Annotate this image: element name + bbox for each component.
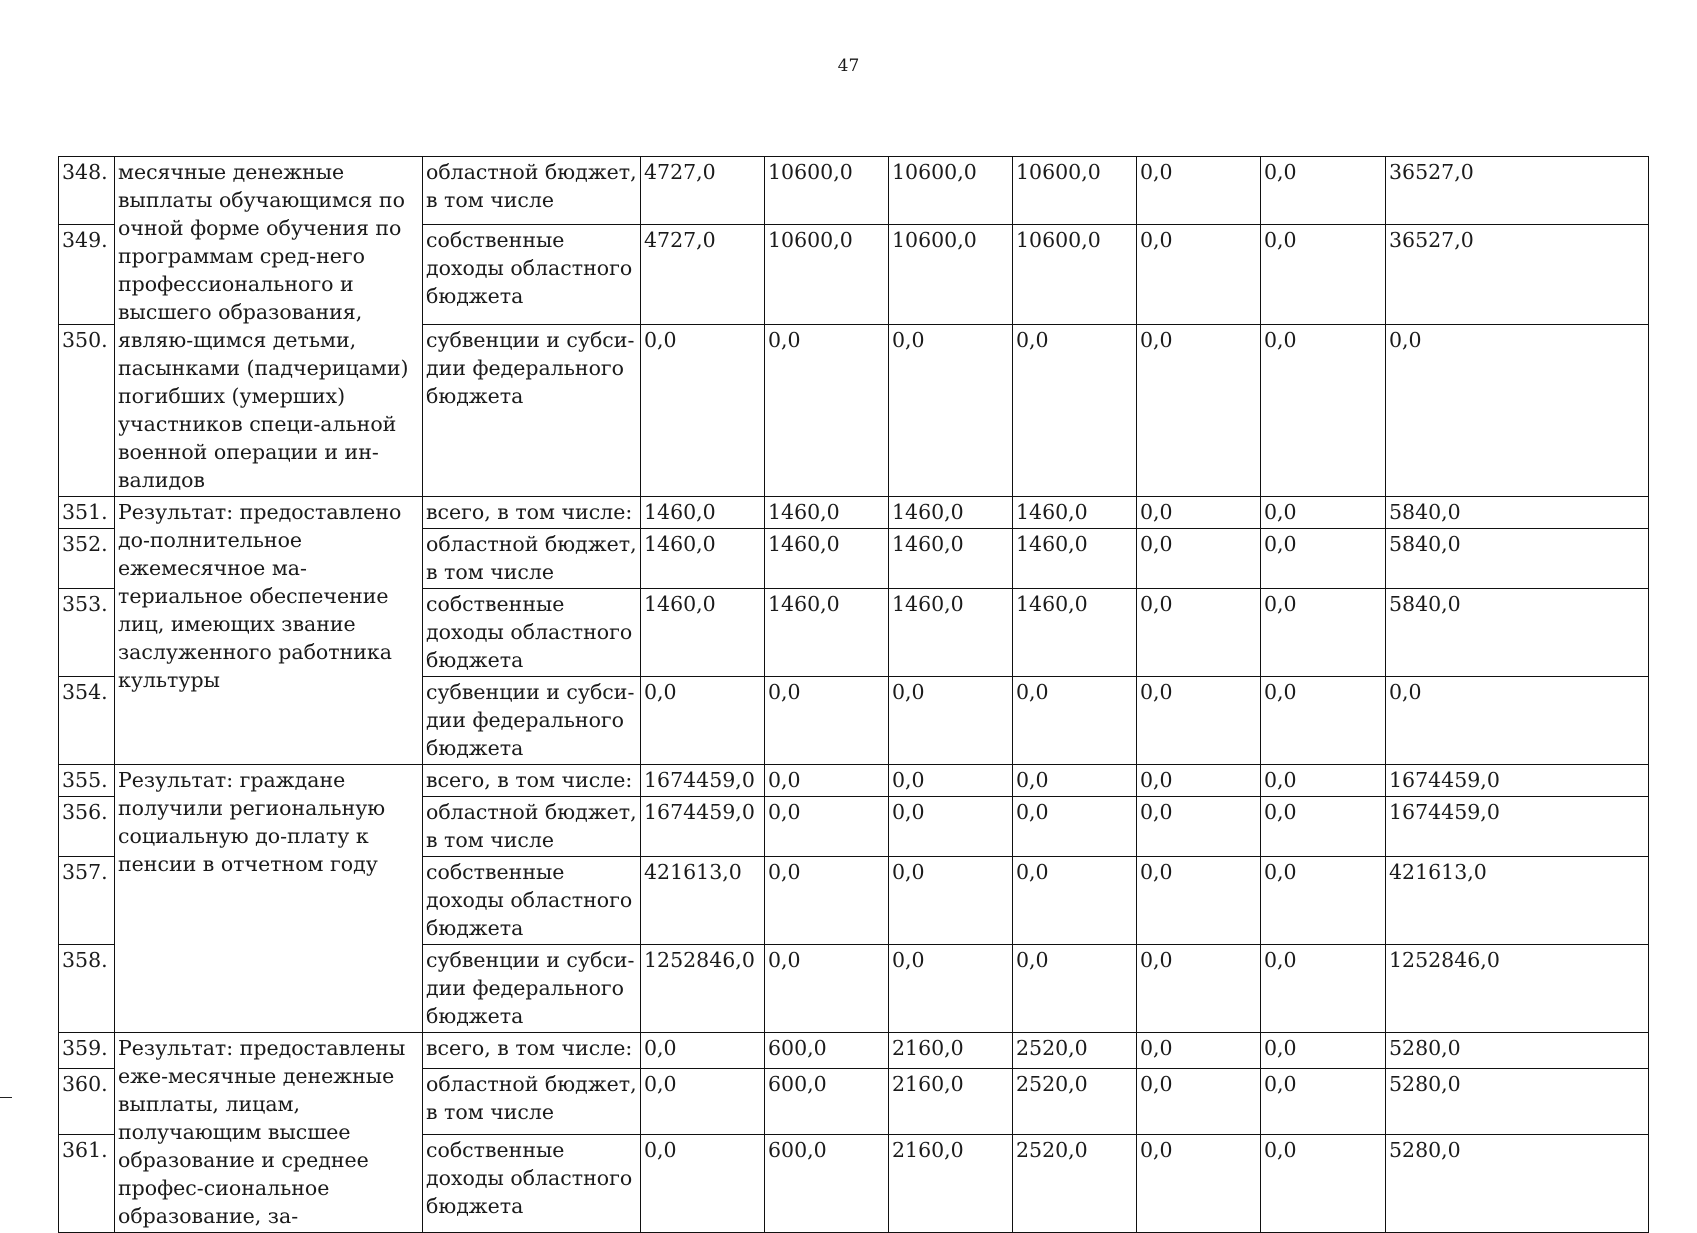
- amount-cell: 1460,0: [889, 529, 1013, 589]
- amount-cell: 1460,0: [765, 529, 889, 589]
- total-cell: 5280,0: [1386, 1135, 1649, 1233]
- funding-source: собственные доходы областного бюджета: [423, 589, 641, 677]
- amount-cell: 0,0: [1261, 1033, 1386, 1069]
- amount-cell: 600,0: [765, 1033, 889, 1069]
- amount-cell: 0,0: [1137, 945, 1261, 1033]
- row-number: 348.: [59, 157, 115, 225]
- table-row: [59, 497, 1649, 529]
- amount-cell: 0,0: [1261, 589, 1386, 677]
- amount-cell: 0,0: [765, 797, 889, 857]
- row-number: 350.: [59, 324, 115, 496]
- amount-cell: 0,0: [641, 1033, 765, 1069]
- amount-cell: 1460,0: [765, 497, 889, 529]
- amount-cell: 0,0: [1013, 945, 1137, 1033]
- amount-cell: 1460,0: [1013, 529, 1137, 589]
- amount-cell: 0,0: [889, 765, 1013, 797]
- row-number: 349.: [59, 225, 115, 325]
- amount-cell: 10600,0: [889, 157, 1013, 225]
- amount-cell: 2520,0: [1013, 1033, 1137, 1069]
- budget-table: [58, 156, 1649, 1233]
- amount-cell: 2160,0: [889, 1068, 1013, 1135]
- total-cell: 36527,0: [1386, 225, 1649, 325]
- table-body: [59, 157, 1649, 1233]
- total-cell: 0,0: [1386, 677, 1649, 765]
- amount-cell: 0,0: [1137, 1135, 1261, 1233]
- funding-source: собственные доходы областного бюджета: [423, 857, 641, 945]
- amount-cell: 1460,0: [1013, 497, 1137, 529]
- amount-cell: 0,0: [889, 797, 1013, 857]
- amount-cell: 10600,0: [889, 225, 1013, 325]
- amount-cell: 10600,0: [765, 157, 889, 225]
- amount-cell: 0,0: [1261, 677, 1386, 765]
- total-cell: 5840,0: [1386, 529, 1649, 589]
- funding-source: областной бюджет, в том числе: [423, 529, 641, 589]
- amount-cell: 0,0: [765, 677, 889, 765]
- amount-cell: 1674459,0: [641, 797, 765, 857]
- amount-cell: 1252846,0: [641, 945, 765, 1033]
- funding-source: областной бюджет, в том числе: [423, 797, 641, 857]
- row-number: 351.: [59, 497, 115, 529]
- total-cell: 1674459,0: [1386, 797, 1649, 857]
- total-cell: 1252846,0: [1386, 945, 1649, 1033]
- amount-cell: 0,0: [1137, 1068, 1261, 1135]
- amount-cell: 0,0: [765, 945, 889, 1033]
- amount-cell: 0,0: [1013, 324, 1137, 496]
- funding-source: субвенции и субси-дии федерального бюджета: [423, 677, 641, 765]
- amount-cell: 0,0: [641, 1068, 765, 1135]
- amount-cell: 421613,0: [641, 857, 765, 945]
- amount-cell: 4727,0: [641, 225, 765, 325]
- funding-source: всего, в том числе:: [423, 765, 641, 797]
- amount-cell: 0,0: [1137, 157, 1261, 225]
- total-cell: 5280,0: [1386, 1068, 1649, 1135]
- row-number: 354.: [59, 677, 115, 765]
- row-number: 360.: [59, 1068, 115, 1135]
- amount-cell: 1674459,0: [641, 765, 765, 797]
- amount-cell: 2520,0: [1013, 1135, 1137, 1233]
- amount-cell: 0,0: [765, 765, 889, 797]
- amount-cell: 0,0: [1137, 1033, 1261, 1069]
- amount-cell: 0,0: [1261, 157, 1386, 225]
- amount-cell: 0,0: [1137, 857, 1261, 945]
- amount-cell: 1460,0: [641, 529, 765, 589]
- amount-cell: 0,0: [765, 857, 889, 945]
- funding-source: областной бюджет, в том числе: [423, 157, 641, 225]
- amount-cell: 0,0: [1137, 677, 1261, 765]
- amount-cell: 1460,0: [641, 589, 765, 677]
- amount-cell: 0,0: [1261, 497, 1386, 529]
- amount-cell: 0,0: [641, 324, 765, 496]
- page-number: 47: [837, 56, 860, 76]
- amount-cell: 0,0: [1137, 497, 1261, 529]
- amount-cell: 0,0: [1261, 225, 1386, 325]
- amount-cell: 0,0: [1261, 945, 1386, 1033]
- amount-cell: 0,0: [641, 677, 765, 765]
- row-number: 361.: [59, 1135, 115, 1233]
- amount-cell: 0,0: [1261, 1068, 1386, 1135]
- amount-cell: 0,0: [1137, 765, 1261, 797]
- amount-cell: 1460,0: [1013, 589, 1137, 677]
- row-number: 352.: [59, 529, 115, 589]
- amount-cell: 4727,0: [641, 157, 765, 225]
- funding-source: собственные доходы областного бюджета: [423, 1135, 641, 1233]
- total-cell: 5280,0: [1386, 1033, 1649, 1069]
- amount-cell: 0,0: [1013, 797, 1137, 857]
- row-number: 357.: [59, 857, 115, 945]
- amount-cell: 600,0: [765, 1135, 889, 1233]
- amount-cell: 0,0: [1261, 857, 1386, 945]
- row-number: 353.: [59, 589, 115, 677]
- total-cell: 5840,0: [1386, 497, 1649, 529]
- amount-cell: 0,0: [1137, 225, 1261, 325]
- amount-cell: 600,0: [765, 1068, 889, 1135]
- amount-cell: 1460,0: [889, 497, 1013, 529]
- amount-cell: 0,0: [1137, 324, 1261, 496]
- amount-cell: 0,0: [889, 677, 1013, 765]
- funding-source: всего, в том числе:: [423, 1033, 641, 1069]
- result-description: Результат: предоставлены еже-месячные денежные выплаты, лицам, получающим высшее образование и среднее профес-сиональное образование, за-: [115, 1033, 423, 1233]
- amount-cell: 0,0: [1261, 797, 1386, 857]
- amount-cell: 0,0: [1261, 529, 1386, 589]
- amount-cell: 0,0: [889, 324, 1013, 496]
- funding-source: областной бюджет, в том числе: [423, 1068, 641, 1135]
- margin-mark: [0, 1097, 12, 1098]
- total-cell: 421613,0: [1386, 857, 1649, 945]
- amount-cell: 0,0: [1013, 677, 1137, 765]
- amount-cell: 0,0: [889, 857, 1013, 945]
- amount-cell: 0,0: [889, 945, 1013, 1033]
- table-row: [59, 1033, 1649, 1069]
- amount-cell: 2160,0: [889, 1033, 1013, 1069]
- amount-cell: 0,0: [641, 1135, 765, 1233]
- amount-cell: 10600,0: [765, 225, 889, 325]
- amount-cell: 0,0: [1137, 529, 1261, 589]
- amount-cell: 1460,0: [641, 497, 765, 529]
- result-description: Результат: предоставлено до-полнительное ежемесячное ма-териальное обеспечение лиц, имеющих звание заслуженного работника культуры: [115, 497, 423, 765]
- amount-cell: 0,0: [1261, 765, 1386, 797]
- amount-cell: 0,0: [765, 324, 889, 496]
- total-cell: 1674459,0: [1386, 765, 1649, 797]
- row-number: 355.: [59, 765, 115, 797]
- total-cell: 0,0: [1386, 324, 1649, 496]
- funding-source: всего, в том числе:: [423, 497, 641, 529]
- amount-cell: 2520,0: [1013, 1068, 1137, 1135]
- total-cell: 5840,0: [1386, 589, 1649, 677]
- amount-cell: 0,0: [1261, 1135, 1386, 1233]
- funding-source: субвенции и субси-дии федерального бюджета: [423, 324, 641, 496]
- row-number: 359.: [59, 1033, 115, 1069]
- amount-cell: 10600,0: [1013, 225, 1137, 325]
- table-row: [59, 765, 1649, 797]
- funding-source: субвенции и субси-дии федерального бюджета: [423, 945, 641, 1033]
- total-cell: 36527,0: [1386, 157, 1649, 225]
- result-description: месячные денежные выплаты обучающимся по очной форме обучения по программам сред-него профессионального и высшего образования, являю-щимся детьми, пасынками (падчерицами) погибших (умерших) участников специ-альной военной операции и ин-валидов: [115, 157, 423, 497]
- row-number: 356.: [59, 797, 115, 857]
- result-description: Результат: граждане получили региональную социальную до-плату к пенсии в отчетном году: [115, 765, 423, 1033]
- amount-cell: 0,0: [1137, 797, 1261, 857]
- amount-cell: 0,0: [1261, 324, 1386, 496]
- amount-cell: 1460,0: [889, 589, 1013, 677]
- funding-source: собственные доходы областного бюджета: [423, 225, 641, 325]
- table-row: [59, 157, 1649, 225]
- amount-cell: 2160,0: [889, 1135, 1013, 1233]
- amount-cell: 0,0: [1013, 857, 1137, 945]
- row-number: 358.: [59, 945, 115, 1033]
- amount-cell: 10600,0: [1013, 157, 1137, 225]
- amount-cell: 1460,0: [765, 589, 889, 677]
- amount-cell: 0,0: [1013, 765, 1137, 797]
- amount-cell: 0,0: [1137, 589, 1261, 677]
